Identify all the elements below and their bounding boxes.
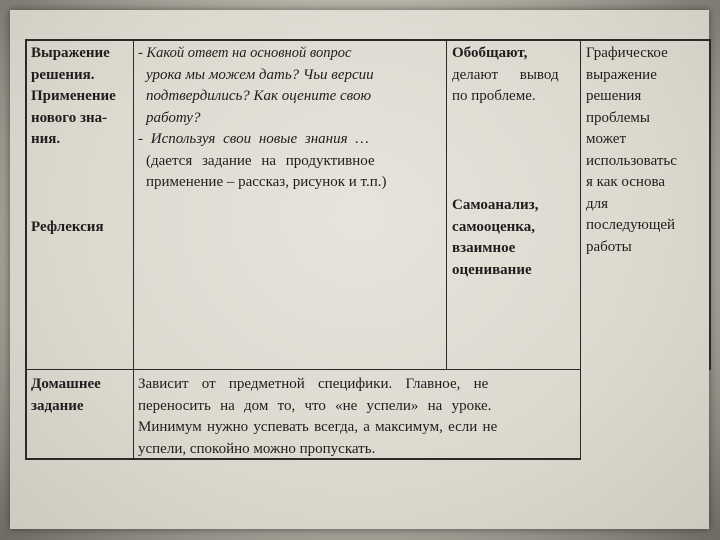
self-assessment-line: самооценка, (452, 218, 535, 235)
homework-line: успели, спокойно можно пропускать. (138, 440, 376, 457)
homework-line: Минимум нужно успевать всегда, а максимум, если не (138, 419, 498, 435)
stage-name-line: Выражение (31, 45, 110, 61)
col-divider-3 (580, 39, 581, 460)
result-line: использоватьс (586, 152, 677, 169)
result-line: может (586, 131, 626, 147)
self-assessment-cell (452, 195, 576, 281)
result-line: для (586, 195, 609, 212)
result-line: выражение (586, 66, 657, 83)
stage-name-cell (31, 43, 131, 151)
self-assessment-line: оценивание (452, 261, 532, 278)
result-line: я как основа (586, 174, 666, 190)
homework-label (31, 374, 131, 417)
stage-name-line: ния. (31, 131, 61, 147)
stage-name-line: нового зна- (31, 109, 108, 126)
homework-line: переносить на дом то, что «не успели» на уроке. (138, 397, 492, 414)
teacher-question-line: подтвердились? Как оцените свою (146, 88, 372, 104)
teacher-question-line: урока мы можем дать? Чьи версии (146, 66, 374, 83)
student-activity-cell (452, 43, 576, 108)
self-assessment-line: Самоанализ, (452, 197, 539, 213)
teacher-activity-cell (138, 43, 442, 194)
student-summary-line: Обобщают, (452, 45, 528, 61)
homework-label-line: Домашнее (31, 376, 101, 392)
student-summary-line: по проблеме. (452, 88, 536, 104)
student-summary-line: делают вывод (452, 66, 559, 83)
reflection-label: Рефлексия (31, 219, 104, 235)
result-line: Графическое (586, 45, 668, 61)
table-border-top (25, 39, 711, 41)
result-line: решения (586, 88, 642, 104)
result-cell (586, 43, 708, 258)
stage-name-line: Применение (31, 88, 116, 104)
col-divider-1 (133, 39, 134, 460)
table-border-right (709, 39, 711, 370)
table-row-divider (25, 369, 581, 370)
homework-label-line: задание (31, 397, 84, 414)
result-line: последующей (586, 217, 676, 233)
teacher-task-note: (дается задание на продуктивное (146, 152, 375, 169)
self-assessment-line: взаимное (452, 240, 516, 256)
table-border-left (25, 39, 27, 460)
result-line: проблемы (586, 109, 650, 126)
stage-name-line: решения. (31, 66, 95, 83)
homework-line: Зависит от предметной специфики. Главное, не (138, 376, 489, 392)
teacher-task-line: - Используя свои новые знания … (138, 131, 369, 147)
result-line: работы (586, 238, 632, 255)
homework-description (138, 374, 575, 460)
teacher-task-note: применение – рассказ, рисунок и т.п.) (146, 174, 387, 190)
teacher-question-line: работу? (146, 109, 201, 126)
teacher-question-line: - Какой ответ на основной вопрос (138, 45, 352, 61)
col-divider-2 (446, 39, 447, 370)
